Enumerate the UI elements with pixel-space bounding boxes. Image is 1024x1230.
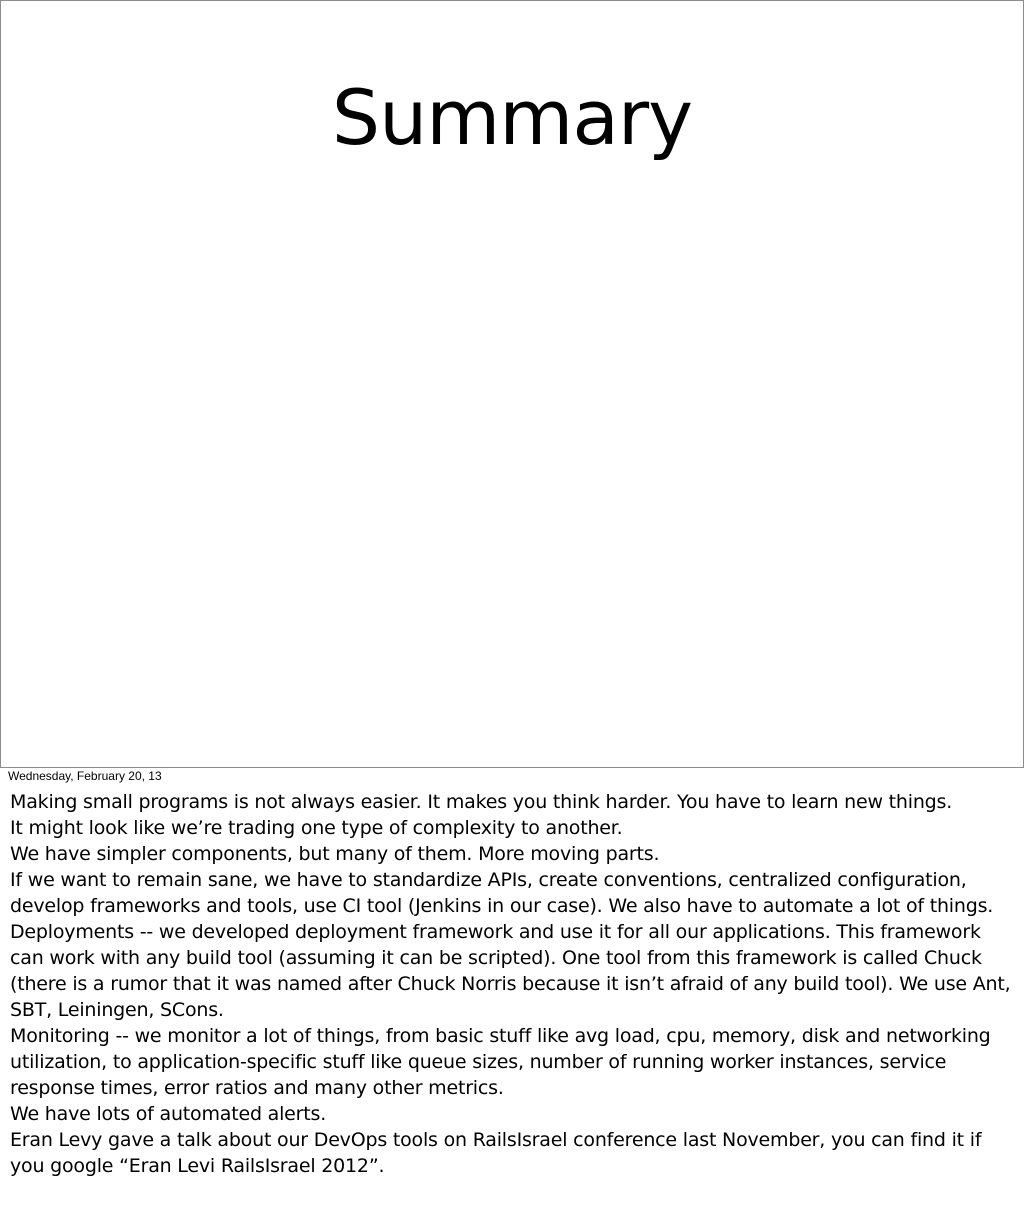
notes-paragraph: If we want to remain sane, we have to standardize APIs, create conventions, centralized configuration, develop frameworks and tools, use CI tool (Jenkins in our case). We also have to automate a lot of things.: [10, 869, 994, 917]
notes-paragraph: Making small programs is not always easier. It makes you think harder. You have to learn new things.: [10, 791, 953, 813]
notes-paragraph: Deployments -- we developed deployment framework and use it for all our applications. This framework can work with any build tool (assuming it can be scripted). One tool from this framework is called Chuck (there is a rumor that it was named after Chuck Norris because it isn’t afraid of any build tool). We use Ant, SBT, Leiningen, SCons.: [10, 921, 1011, 1021]
date-label: Wednesday, February 20, 13: [8, 769, 162, 783]
notes-paragraph: We have lots of automated alerts.: [10, 1103, 327, 1125]
slide-title: Summary: [331, 73, 693, 162]
notes-paragraph: It might look like we’re trading one type of complexity to another.: [10, 817, 623, 839]
notes-paragraph: We have simpler components, but many of them. More moving parts.: [10, 843, 660, 865]
presenter-notes: [10, 789, 1018, 1179]
notes-paragraph: Monitoring -- we monitor a lot of things, from basic stuff like avg load, cpu, memory, disk and networking utilization, to application-specific stuff like queue sizes, number of running worker instances, service response times, error ratios and many other metrics.: [10, 1025, 991, 1099]
notes-paragraph: Eran Levy gave a talk about our DevOps tools on RailsIsrael conference last November, you can find it if you google “Eran Levi RailsIsrael 2012”.: [10, 1129, 982, 1177]
